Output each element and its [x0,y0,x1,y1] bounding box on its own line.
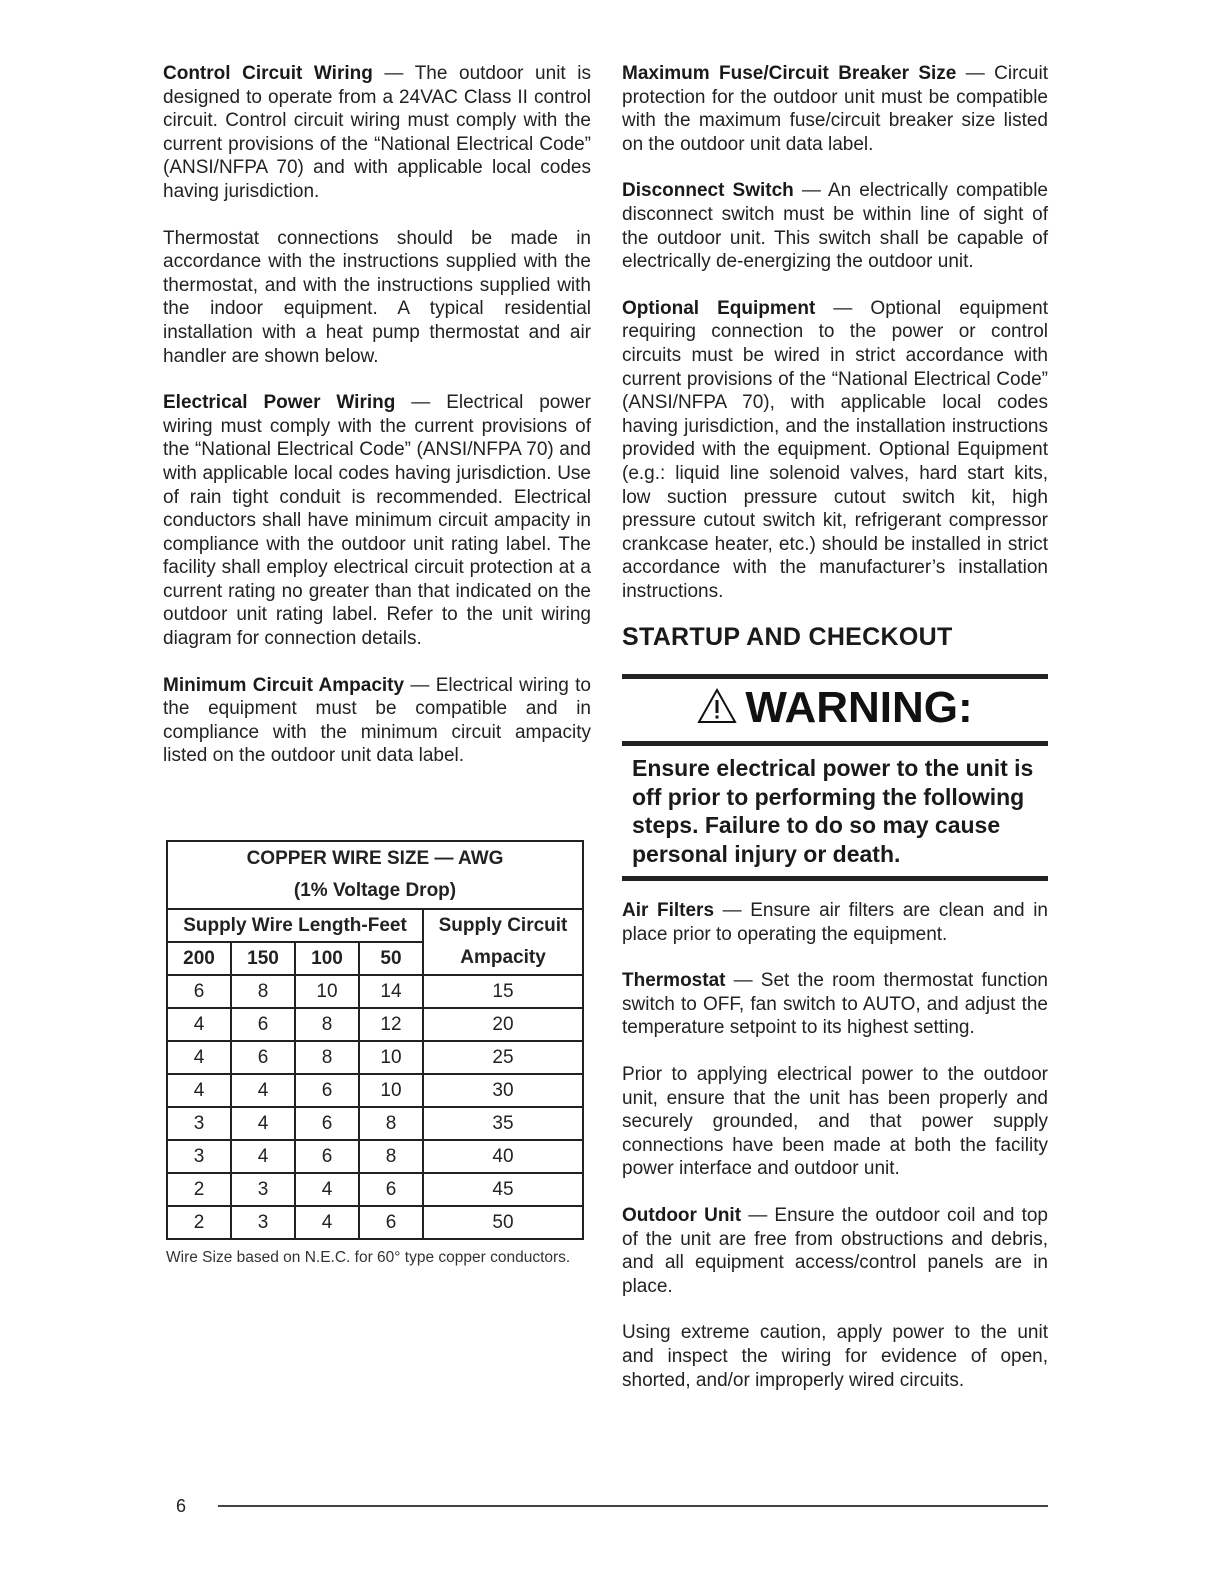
footer-rule [218,1505,1048,1507]
ampacity-cell: 50 [423,1206,583,1239]
wire-size-cell: 4 [295,1206,359,1239]
wire-size-cell: 4 [231,1140,295,1173]
ampacity-cell: 25 [423,1041,583,1074]
wire-size-cell: 3 [231,1206,295,1239]
ampacity-cell: 35 [423,1107,583,1140]
wire-size-cell: 10 [359,1041,423,1074]
wire-size-cell: 8 [359,1107,423,1140]
wire-size-cell: 4 [231,1074,295,1107]
table-row [167,1173,583,1206]
wire-size-cell: 4 [231,1107,295,1140]
table-row [167,1107,583,1140]
startup-checkout-heading: STARTUP AND CHECKOUT [622,623,953,652]
ampacity-cell: 20 [423,1008,583,1041]
wire-size-cell: 6 [295,1107,359,1140]
length-column-header: 200 [167,942,231,975]
thermostat-title: Thermostat [622,970,726,992]
wire-size-table-section [166,840,586,1268]
thermostat-paragraph: Thermostat — Set the room thermostat function switch to OFF, fan switch to AUTO, and adjust the temperature setpoint to its highest setting. [622,970,1048,1039]
wire-size-cell: 8 [359,1140,423,1173]
wire-size-cell: 12 [359,1008,423,1041]
apply-power-paragraph: Using extreme caution, apply power to the unit and inspect the wiring for evidence of open, shorted, and/or improperly wired circuits. [622,1322,1048,1391]
length-column-header: 50 [359,942,423,975]
warning-title: WARNING: [745,683,973,733]
copper-wire-size-table [166,840,584,1240]
wire-size-cell: 4 [167,1074,231,1107]
wire-size-cell: 3 [231,1173,295,1206]
minimum-circuit-ampacity-title: Minimum Circuit Ampacity [163,674,405,696]
table-title-cell [167,841,583,909]
optional-equipment-title: Optional Equipment [622,297,816,319]
table-title: COPPER WIRE SIZE — AWG [246,848,504,869]
wire-size-cell: 6 [231,1008,295,1041]
max-fuse-title: Maximum Fuse/Circuit Breaker Size [622,63,957,84]
table-row [167,1008,583,1041]
wire-size-cell: 2 [167,1173,231,1206]
wire-size-cell: 6 [295,1140,359,1173]
air-filters-paragraph: Air Filters — Ensure air filters are clean and in place prior to operating the equipment. [622,900,1048,945]
optional-equipment-paragraph: Optional Equipment — Optional equipment requiring connection to the power or control circuits must be wired in strict accordance with current provisions of the “National Electrical Code” (ANSI/NFPA 70), with applicable local codes having jurisdiction, and the installation instructions provided with the equipment. Optional Equipment (e.g.: liquid line solenoid valves, hard start kits, low suction pressure cutout switch kit, high pressure cutout switch kit, refrigerant compressor crankcase heater, etc.) should be installed in strict accordance with the manufacturer’s installation instructions. [622,297,1048,602]
disconnect-switch-paragraph: Disconnect Switch — An electrically compatible disconnect switch must be within line of sight of the outdoor unit. This switch shall be capable of electrically de-energizing the outdoor unit. [622,180,1048,273]
wire-size-cell: 2 [167,1206,231,1239]
wire-size-cell: 6 [167,975,231,1008]
table-row [167,975,583,1008]
wire-size-cell: 3 [167,1107,231,1140]
thermostat-connections-paragraph: Thermostat connections should be made in accordance with the instructions supplied with the thermostat, and with the instructions supplied with the indoor equipment. A typical residential installation with a heat pump thermostat and air handler are shown below. [163,227,591,367]
table-body [167,975,583,1239]
max-fuse-paragraph: Maximum Fuse/Circuit Breaker Size — Circuit protection for the outdoor unit must be compatible with the maximum fuse/circuit breaker size listed on the outdoor unit data label. [622,63,1048,155]
ampacity-cell: 15 [423,975,583,1008]
electrical-power-wiring-title: Electrical Power Wiring [163,392,396,414]
wire-size-cell: 14 [359,975,423,1008]
page-number: 6 [176,1496,187,1516]
table-row [167,1074,583,1107]
outdoor-unit-paragraph: Outdoor Unit — Ensure the outdoor coil and top of the unit are free from obstructions and debris, and all equipment access/control panels are in place. [622,1205,1048,1297]
table-caption: Wire Size based on N.E.C. for 60° type copper conductors. [166,1249,571,1266]
warning-triangle-icon [697,688,737,724]
air-filters-title: Air Filters [622,900,715,922]
left-column [163,62,591,791]
length-column-header: 150 [231,942,295,975]
supply-circuit-ampacity-header: Supply Circuit Ampacity [423,909,583,975]
wire-size-cell: 8 [295,1041,359,1074]
disconnect-switch-title: Disconnect Switch [622,180,794,202]
minimum-circuit-ampacity-paragraph: Minimum Circuit Ampacity — Electrical wiring to the equipment must be compatible and in compliance with the minimum circuit ampacity listed on the outdoor unit data label. [163,674,591,767]
ampacity-cell: 40 [423,1140,583,1173]
wire-size-cell: 6 [359,1173,423,1206]
table-subtitle: (1% Voltage Drop) [293,880,457,901]
wire-size-cell: 3 [167,1140,231,1173]
control-circuit-wiring-title: Control Circuit Wiring [163,63,373,84]
wire-size-cell: 8 [231,975,295,1008]
table-row [167,1140,583,1173]
wire-size-cell: 10 [359,1074,423,1107]
wire-size-cell: 4 [167,1008,231,1041]
prior-to-power-paragraph: Prior to applying electrical power to the outdoor unit, ensure that the unit has been properly and securely grounded, and that power supply connections have been made at both the facility power interface and outdoor unit. [622,1064,1048,1180]
ampacity-cell: 30 [423,1074,583,1107]
electrical-power-wiring-paragraph: Electrical Power Wiring — Electrical power wiring must comply with the current provisions of the “National Electrical Code” (ANSI/NFPA 70) and with applicable local codes having jurisdiction. Use of rain tight conduit is recommended. Electrical conductors shall have minimum circuit ampacity in compliance with the outdoor unit rating label. The facility shall employ electrical circuit protection at a current rating no greater than that indicated on the outdoor unit rating label. Refer to the unit wiring diagram for connection details. [163,392,591,650]
table-row [167,1206,583,1239]
warning-bottom-bar [622,876,1048,881]
supply-wire-length-header: Supply Wire Length-Feet [167,909,423,942]
wire-size-cell: 4 [295,1173,359,1206]
ampacity-cell: 45 [423,1173,583,1206]
warning-title-row [622,679,1048,741]
right-column [622,62,1048,1415]
wire-size-cell: 10 [295,975,359,1008]
wire-size-cell: 6 [231,1041,295,1074]
wire-size-cell: 6 [295,1074,359,1107]
table-row [167,1041,583,1074]
outdoor-unit-title: Outdoor Unit [622,1205,742,1226]
warning-text: Ensure electrical power to the unit is off prior to performing the following steps. Failure to do so may cause personal injury or death. [632,755,1034,867]
length-column-header: 100 [295,942,359,975]
control-circuit-wiring-paragraph: Control Circuit Wiring — The outdoor unit is designed to operate from a 24VAC Class II control circuit. Control circuit wiring must comply with the current provisions of the “National Electrical Code” (ANSI/NFPA 70) and with applicable local codes having jurisdiction. [163,63,592,202]
warning-box [622,674,1048,881]
wire-size-cell: 8 [295,1008,359,1041]
wire-size-cell: 6 [359,1206,423,1239]
wire-size-cell: 4 [167,1041,231,1074]
